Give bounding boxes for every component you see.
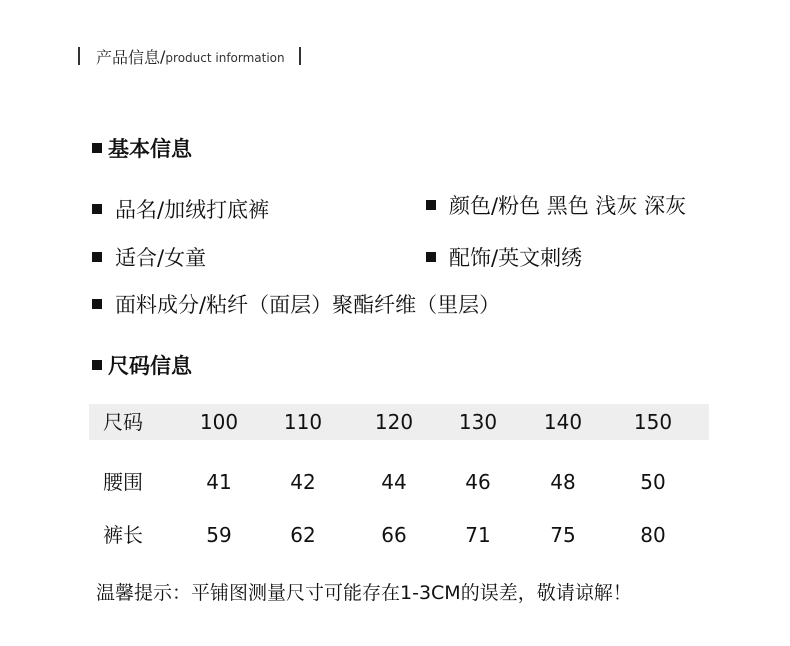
info-item-color	[426, 190, 686, 220]
measurement-note: 温馨提示：平铺图测量尺寸可能存在1-3CM的误差，敬请谅解！	[96, 582, 632, 604]
basic-info-title	[92, 133, 192, 163]
table-cell: 46	[465, 470, 491, 494]
size-header-cell: 150	[633, 410, 673, 434]
header-slash: /	[160, 46, 166, 66]
table-cell: 42	[290, 470, 316, 494]
table-cell: 41	[206, 470, 232, 494]
info-item-name	[92, 194, 269, 224]
table-cell: 80	[640, 523, 666, 547]
bullet-square-icon	[92, 143, 102, 153]
size-header-cell: 尺码	[103, 410, 143, 434]
basic-info-title-text: 基本信息	[108, 137, 192, 161]
bullet-square-icon	[92, 252, 102, 262]
bullet-square-icon	[92, 360, 102, 370]
table-cell: 75	[550, 523, 576, 547]
size-header-cell: 120	[374, 410, 414, 434]
bullet-square-icon	[92, 299, 102, 309]
table-cell: 71	[465, 523, 491, 547]
info-item-fit	[92, 242, 206, 272]
bullet-square-icon	[426, 252, 436, 262]
table-cell: 48	[550, 470, 576, 494]
size-header-cell: 140	[543, 410, 583, 434]
size-header-cell: 110	[283, 410, 323, 434]
header-left-bar	[78, 47, 80, 65]
bullet-square-icon	[426, 200, 436, 210]
info-item-text: 品名/加绒打底裤	[115, 198, 270, 222]
size-header-cell: 130	[458, 410, 498, 434]
size-table-header-row	[89, 404, 709, 440]
size-table	[89, 404, 709, 553]
size-info-title	[92, 350, 192, 380]
header-title-en: product information	[165, 50, 285, 65]
info-item-text: 颜色/粉色 黑色 浅灰 深灰	[449, 194, 687, 218]
info-item-fabric	[92, 289, 500, 319]
table-cell: 62	[290, 523, 316, 547]
table-cell: 59	[206, 523, 232, 547]
size-table-row-length	[89, 517, 709, 553]
product-info-header	[78, 44, 301, 68]
table-cell: 66	[381, 523, 407, 547]
size-header-cell: 100	[199, 410, 239, 434]
header-right-bar	[299, 47, 301, 65]
info-item-text: 适合/女童	[115, 246, 207, 270]
bullet-square-icon	[92, 204, 102, 214]
info-item-text: 面料成分/粘纤（面层）聚酯纤维（里层）	[115, 293, 501, 317]
info-item-accessory	[426, 242, 582, 272]
header-title-cn: 产品信息	[96, 47, 161, 67]
table-cell: 裤长	[103, 523, 143, 547]
table-cell: 50	[640, 470, 666, 494]
size-info-title-text: 尺码信息	[108, 354, 192, 378]
info-item-text: 配饰/英文刺绣	[449, 246, 583, 270]
table-cell: 腰围	[103, 470, 143, 494]
table-cell: 44	[381, 470, 407, 494]
size-table-row-waist	[89, 464, 709, 500]
